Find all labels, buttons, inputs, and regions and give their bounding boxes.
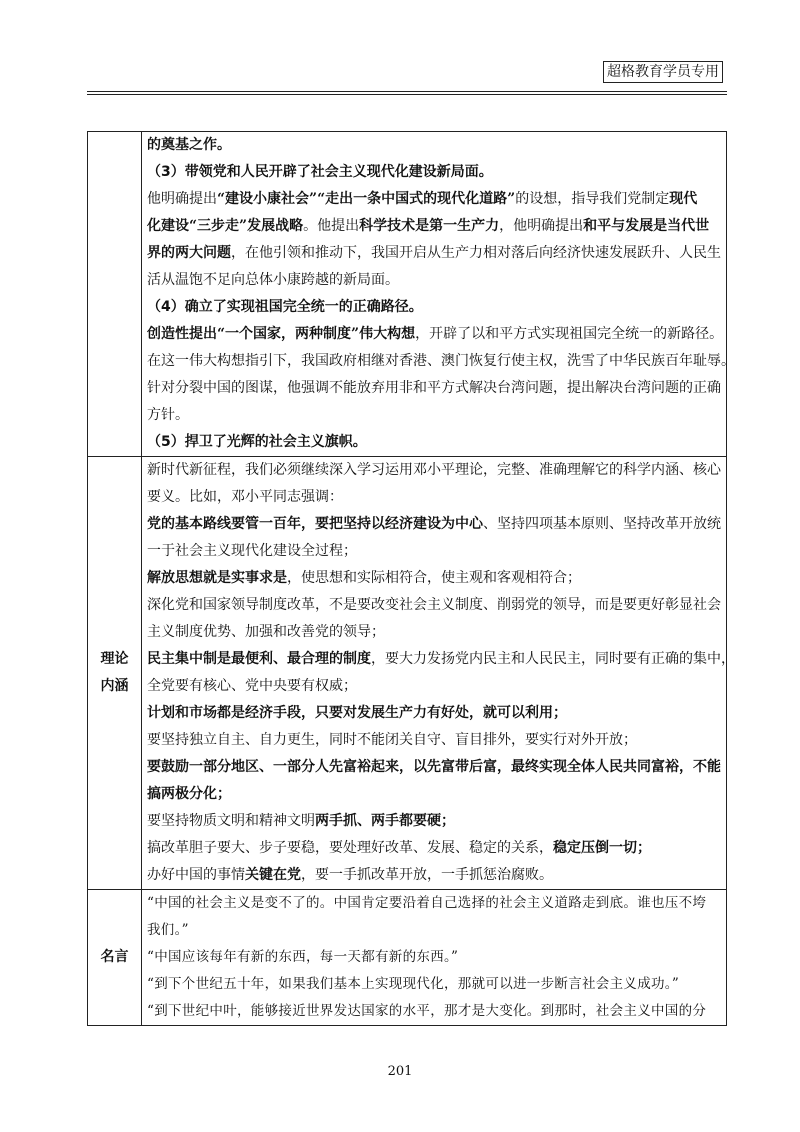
line: 创造性提出“一个国家，两种制度”伟大构想，开辟了以和平方式实现祖国完全统一的新路径。: [147, 326, 724, 342]
quotes-label: 名言: [88, 890, 142, 1026]
theory-label: 理论 内涵: [88, 457, 142, 890]
achievements-cell: [142, 132, 735, 457]
line: 要坚持物质文明和精神文明两手抓、两手都要硬；: [147, 813, 455, 829]
line: 党的基本路线要管一百年，要把坚持以经济建设为中心、坚持四项基本原则、坚持改革开放统: [147, 516, 721, 532]
quote-line: “中国应该每年有新的东西，每一天都有新的东西。”: [147, 949, 459, 965]
line: 的奠基之作。: [147, 137, 231, 153]
header-rule: [87, 91, 727, 92]
line: 他明确提出“建设小康社会”“走出一条中国式的现代化道路”的设想，指导我们党制定现代: [147, 191, 698, 207]
line: 活从温饱不足向总体小康跨越的新局面。: [147, 272, 399, 288]
line: 要鼓励一部分地区、一部分人先富裕起来，以先富带后富，最终实现全体人民共同富裕，不能: [147, 759, 721, 775]
empty-label-cell: [88, 132, 142, 457]
row-quotes: [88, 890, 727, 1026]
quote-line: “到下个世纪五十年，如果我们基本上实现现代化，那就可以进一步断言社会主义成功。”: [147, 976, 680, 992]
subheading: （4）确立了实现祖国完全统一的正确路径。: [147, 299, 423, 315]
line: 方针。: [147, 407, 189, 423]
header-tag: 超格教育学员专用: [603, 61, 723, 83]
content-table: [87, 131, 735, 1026]
quotes-cell: [142, 890, 727, 1026]
line: 计划和市场都是经济手段，只要对发展生产力有好处，就可以利用；: [147, 705, 567, 721]
theory-cell: [142, 457, 735, 890]
subheading: （3）带领党和人民开辟了社会主义现代化建设新局面。: [147, 164, 493, 180]
line: 在这一伟大构想指引下，我国政府相继对香港、澳门恢复行使主权，洗雪了中华民族百年耻辱。: [147, 353, 735, 369]
line: 主义制度优势、加强和改善党的领导；: [147, 624, 385, 640]
row-theory: [88, 457, 727, 890]
line: 界的两大问题，在他引领和推动下，我国开启从生产力相对落后向经济快速发展跃升、人民生: [147, 245, 721, 261]
subheading: （5）捍卫了光辉的社会主义旗帜。: [147, 434, 367, 450]
line: 搞改革胆子要大、步子要稳，要处理好改革、发展、稳定的关系，稳定压倒一切；: [147, 840, 651, 856]
page-number: 201: [387, 1064, 413, 1079]
quote-line: 我们。”: [147, 922, 189, 938]
line: 深化党和国家领导制度改革，不是要改变社会主义制度、削弱党的领导，而是要更好彰显社会: [147, 597, 721, 613]
line: 搞两极分化；: [147, 786, 231, 802]
line: 一于社会主义现代化建设全过程；: [147, 543, 357, 559]
line: 新时代新征程，我们必须继续深入学习运用邓小平理论，完整、准确理解它的科学内涵、核心: [147, 462, 721, 478]
line: 全党要有核心、党中央要有权威；: [147, 678, 357, 694]
line: 化建设“三步走”发展战略。他提出科学技术是第一生产力，他明确提出和平与发展是当代世: [147, 218, 710, 234]
quote-line: “到下世纪中叶，能够接近世界发达国家的水平，那才是大变化。到那时，社会主义中国的分: [147, 1003, 707, 1019]
header-rule-thin: [87, 94, 727, 95]
line: 要坚持独立自主、自力更生，同时不能闭关自守、盲目排外，要实行对外开放；: [147, 732, 637, 748]
row-achievements: [88, 132, 727, 457]
line: 解放思想就是实事求是，使思想和实际相符合，使主观和客观相符合；: [147, 570, 581, 586]
line: 民主集中制是最便利、最合理的制度，要大力发扬党内民主和人民民主，同时要有正确的集中，: [147, 651, 735, 667]
quote-line: “中国的社会主义是变不了的。中国肯定要沿着自己选择的社会主义道路走到底。谁也压不垮: [147, 895, 707, 911]
line: 针对分裂中国的图谋，他强调不能放弃用非和平方式解决台湾问题，提出解决台湾问题的正确: [147, 380, 721, 396]
line: 要义。比如，邓小平同志强调：: [147, 489, 343, 505]
line: 办好中国的事情关键在党，要一手抓改革开放，一手抓惩治腐败。: [147, 867, 553, 883]
